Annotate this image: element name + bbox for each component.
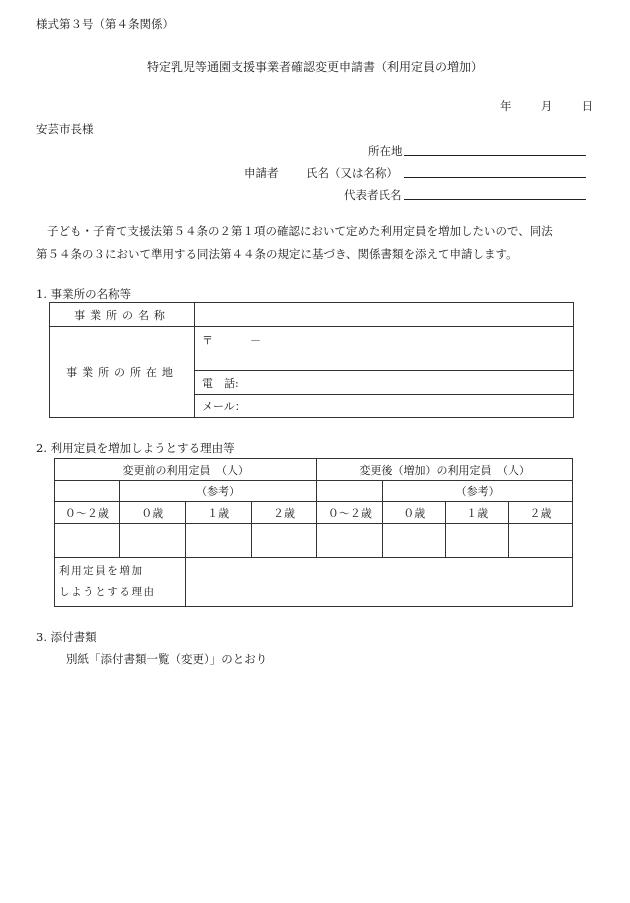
before-col-0: ０歳 [119,502,185,524]
representative-label: 代表者氏名 [344,188,402,202]
before-col-2: ２歳 [251,502,317,524]
after-value-2[interactable] [509,524,573,558]
before-col-0-2: ０～２歳 [55,502,120,524]
after-blank-cell [317,481,383,502]
postal-mark: 〒 [202,334,213,347]
after-col-0-2: ０～２歳 [317,502,383,524]
after-reference-header: （参考） [383,481,573,502]
attachments-text: 別紙「添付書類一覧（変更）」のとおり [66,652,268,666]
before-blank-cell [55,481,120,502]
before-capacity-header: 変更前の利用定員 （人） [55,459,317,481]
before-value-1[interactable] [185,524,251,558]
form-number: 様式第３号（第４条関係） [36,17,174,31]
applicant-name-label: 氏名（又は名称） [306,166,398,180]
before-col-1: １歳 [185,502,251,524]
statement-line-1: 子ども・子育て支援法第５４条の２第１項の確認において定めた利用定員を増加したいので、同法 [47,224,553,238]
applicant-prefix: 申請者 [244,166,279,180]
applicant-address-label: 所在地 [368,144,403,158]
after-col-2: ２歳 [509,502,573,524]
date-month: 月 [540,99,553,113]
reason-cell[interactable] [185,558,572,607]
postal-dash: － [250,334,261,347]
before-reference-header: （参考） [119,481,317,502]
postal-code-cell[interactable] [195,327,574,371]
email-cell[interactable]: メール： [195,395,574,418]
section3-heading: 3. 添付書類 [36,630,97,644]
after-value-0[interactable] [383,524,446,558]
date-year: 年 [500,99,512,113]
section1-heading: 1. 事業所の名称等 [36,287,132,301]
representative-name-line[interactable] [404,187,586,200]
phone-cell[interactable]: 電 話: [195,371,574,395]
after-capacity-header: 変更後（増加）の利用定員 （人） [317,459,573,481]
before-value-0-2[interactable] [55,524,120,558]
application-statement [36,220,596,266]
facility-name-label: 事業所の名称 [50,303,195,327]
after-col-1: １歳 [446,502,509,524]
document-title: 特定乳児等通園支援事業者確認変更申請書（利用定員の増加） [146,60,483,74]
facility-address-label: 事業所の所在地 [50,327,195,418]
facility-table [49,302,574,418]
reason-label-line-1: 利用定員を増加 [59,565,144,577]
after-value-0-2[interactable] [317,524,383,558]
before-value-0[interactable] [119,524,185,558]
reason-label [55,558,186,607]
after-value-1[interactable] [446,524,509,558]
applicant-address-line[interactable] [404,143,586,156]
date-day: 日 [581,99,594,113]
facility-name-cell[interactable] [195,303,574,327]
capacity-table [54,458,573,607]
addressee: 安芸市長様 [36,122,94,136]
statement-line-2: 第５４条の３において準用する同法第４４条の規定に基づき、関係書類を添えて申請します。 [36,247,518,261]
applicant-name-line[interactable] [404,165,586,178]
section2-heading: 2. 利用定員を増加しようとする理由等 [36,441,235,455]
after-col-0: ０歳 [383,502,446,524]
reason-label-line-2: しようとする理由 [59,586,156,598]
date-line [500,98,593,114]
before-value-2[interactable] [251,524,317,558]
